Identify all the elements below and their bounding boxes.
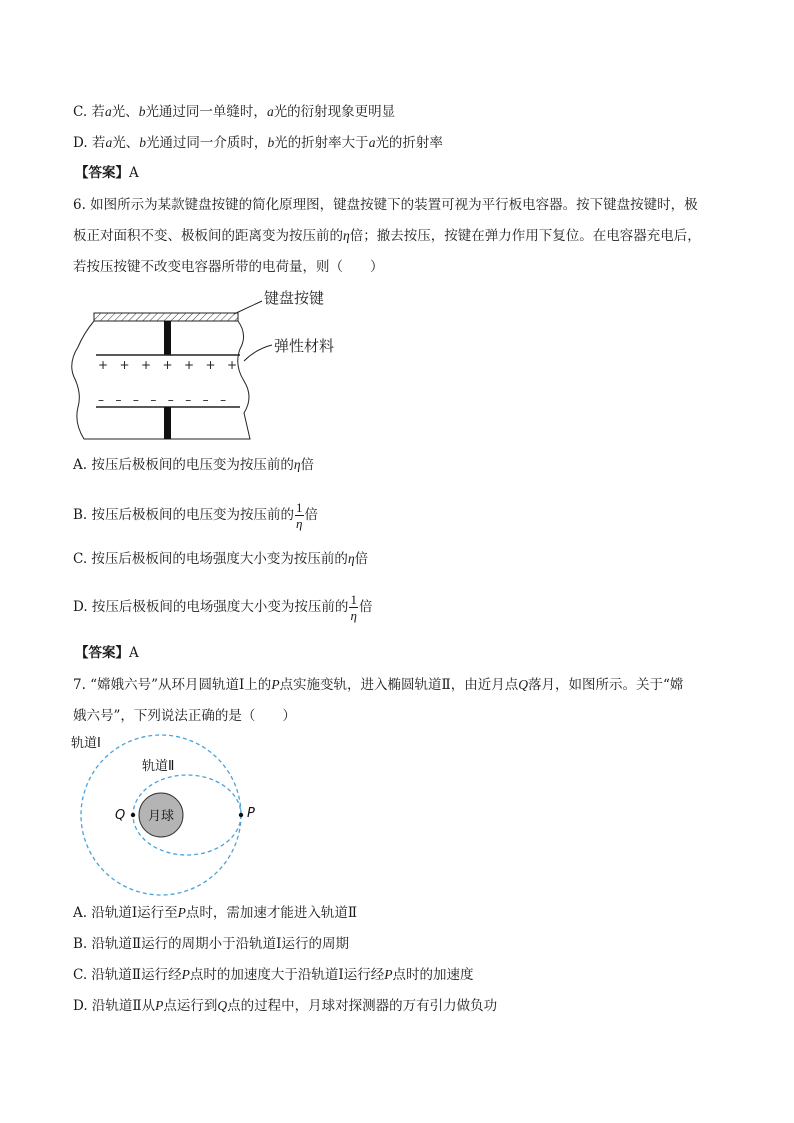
- q6-stem-line-3: [73, 257, 384, 277]
- option-text: A. 按压后极板间的电压变为按压前的: [73, 457, 294, 473]
- var-q: Q: [518, 677, 528, 692]
- var-q: Q: [217, 998, 228, 1013]
- question-text: 板正对面积不变、极板间的距离变为按压前的: [73, 228, 343, 244]
- keyboard-capacitor-figure: [60, 283, 380, 443]
- var-b: b: [139, 135, 146, 150]
- q5-answer: [75, 163, 139, 183]
- option-text: C. 沿轨道Ⅱ运行经: [73, 967, 182, 983]
- minus-charges: – – – – – – – –: [98, 393, 227, 407]
- option-text: 点时的加速度大于沿轨道Ⅰ运行经: [189, 967, 385, 983]
- var-a: a: [104, 104, 112, 119]
- question-text: 若按压按键不改变电容器所带的电荷量，则（ ）: [73, 259, 384, 275]
- option-text: 点运行到: [163, 998, 218, 1014]
- var-a: a: [266, 104, 274, 119]
- question-text: 落月，如图所示。关于“嫦: [528, 677, 684, 693]
- var-eta: η: [343, 228, 350, 243]
- q6-stem-line-1: [73, 195, 698, 215]
- option-text: D. 若: [73, 135, 106, 151]
- option-text: A. 沿轨道Ⅰ运行至: [73, 905, 178, 921]
- option-text: 点时的加速度: [392, 967, 474, 983]
- key-label: 键盘按键: [264, 289, 325, 307]
- q6-option-d: [73, 589, 372, 625]
- upper-connector: [164, 321, 171, 355]
- q7-option-c: [73, 965, 473, 985]
- answer-label: 【答案】: [75, 645, 129, 661]
- option-text: C. 若: [73, 104, 105, 120]
- option-text: 倍: [358, 599, 373, 615]
- lunar-orbit-figure: [66, 730, 286, 900]
- var-a: a: [105, 135, 113, 150]
- fraction-denominator: η: [350, 608, 357, 623]
- q7-stem-line-2: [73, 706, 296, 726]
- fraction-one-over-eta: [349, 592, 358, 623]
- var-eta: η: [293, 457, 301, 472]
- option-text: D. 按压后极板间的电场强度大小变为按压前的: [73, 599, 349, 615]
- fraction-numerator: 1: [296, 500, 303, 515]
- point-q: [131, 813, 135, 817]
- option-text: B. 沿轨道Ⅱ运行的周期小于沿轨道Ⅰ运行的周期: [73, 936, 350, 952]
- var-p: P: [271, 677, 280, 692]
- q5-option-d: [73, 133, 443, 153]
- q7-option-d: [73, 996, 497, 1016]
- q7-stem-line-1: [73, 675, 683, 695]
- material-label: 弹性材料: [274, 337, 335, 355]
- fraction-one-over-eta: [295, 500, 304, 531]
- lower-connector: [164, 407, 171, 439]
- option-text: 倍: [300, 457, 315, 473]
- option-text: D. 沿轨道Ⅱ从: [73, 998, 156, 1014]
- question-text: 6. 如图所示为某款键盘按键的简化原理图，键盘按键下的装置可视为平行板电容器。按下键盘按键时，极: [73, 197, 698, 213]
- key-plate: [94, 313, 238, 321]
- q6-answer: [75, 643, 139, 663]
- var-p: P: [384, 967, 393, 982]
- option-text: 点的过程中，月球对探测器的万有引力做负功: [227, 998, 498, 1014]
- elastic-material-outline: [72, 321, 250, 439]
- p-label: P: [247, 806, 255, 821]
- option-text: 倍: [304, 507, 319, 523]
- option-text: 光、: [111, 104, 139, 120]
- option-text: 光通过同一单缝时，: [145, 104, 267, 120]
- question-text: 娥六号”，下列说法正确的是（ ）: [73, 708, 296, 724]
- var-p: P: [155, 998, 164, 1013]
- plus-charges: + + + + + + +: [98, 358, 238, 372]
- q6-stem-line-2: [73, 226, 701, 246]
- answer-label: 【答案】: [75, 165, 129, 181]
- q6-option-b: [73, 497, 318, 533]
- q5-option-c: [73, 102, 395, 122]
- option-text: 点时，需加速才能进入轨道Ⅱ: [185, 905, 358, 921]
- option-text: B. 按压后极板间的电压变为按压前的: [73, 507, 295, 523]
- key-label-leader: [234, 301, 262, 314]
- option-text: 光的折射率: [375, 135, 443, 151]
- option-text: C. 按压后极板间的电场强度大小变为按压前的: [73, 551, 348, 567]
- var-eta: η: [347, 551, 355, 566]
- option-text: 光、: [112, 135, 140, 151]
- answer-value: A: [129, 165, 139, 181]
- q-label: Q: [115, 808, 126, 823]
- question-text: 点实施变轨，进入椭圆轨道Ⅱ，由近月点: [279, 677, 519, 693]
- orbit-2-label: 轨道Ⅱ: [142, 759, 175, 774]
- moon-label: 月球: [147, 809, 175, 824]
- fraction-numerator: 1: [350, 592, 357, 607]
- option-text: 光的衍射现象更明显: [273, 104, 396, 120]
- q6-option-c: [73, 549, 368, 569]
- var-a: a: [368, 135, 376, 150]
- var-p: P: [177, 905, 186, 920]
- var-b: b: [267, 135, 275, 150]
- question-text: 倍；撤去按压，按键在弹力作用下复位。在电容器充电后，: [349, 228, 701, 244]
- point-p: [239, 813, 243, 817]
- var-p: P: [181, 967, 190, 982]
- question-text: 7. “嫦娥六号”从环月圆轨道Ⅰ上的: [73, 677, 272, 693]
- var-b: b: [138, 104, 146, 119]
- orbit-1-label: 轨道Ⅰ: [71, 736, 101, 751]
- q7-option-a: [73, 903, 357, 923]
- option-text: 倍: [354, 551, 369, 567]
- option-text: 光通过同一介质时，: [145, 135, 268, 151]
- fraction-denominator: η: [296, 516, 303, 531]
- q6-option-a: [73, 455, 314, 475]
- q7-option-b: [73, 934, 349, 954]
- option-text: 光的折射率大于: [274, 135, 369, 151]
- answer-value: A: [129, 645, 139, 661]
- material-label-leader: [244, 345, 272, 361]
